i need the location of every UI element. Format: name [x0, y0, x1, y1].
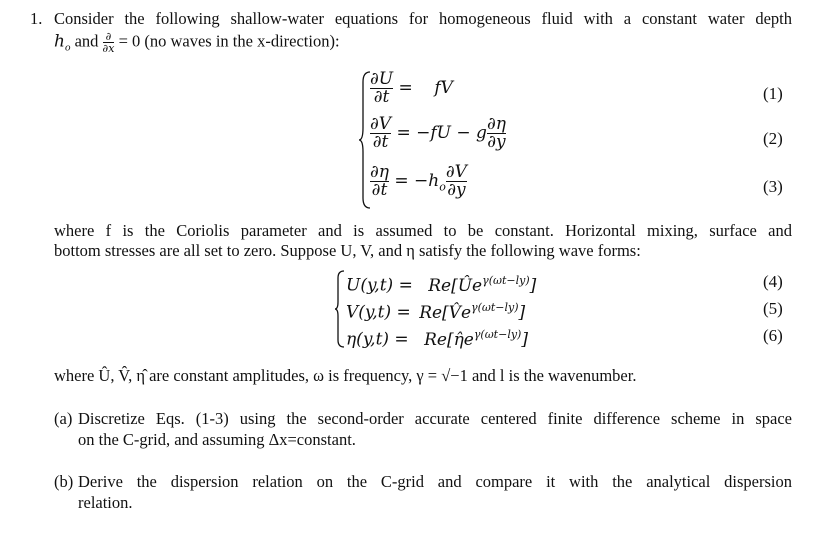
eq3-number: (3)	[763, 177, 783, 196]
eq4-close: ]	[529, 275, 537, 296]
h0-symbol: h	[54, 31, 65, 52]
eq1-lhs-den: ∂t	[370, 88, 393, 106]
eq3-rhs-fraction	[446, 164, 467, 199]
eq2-lhs-fraction	[370, 116, 391, 151]
eq1-lhs-num: ∂U	[370, 69, 394, 89]
eq4-exponent: γ(ωt−ly)	[482, 274, 530, 287]
eq5-number: (5)	[763, 299, 783, 318]
part-a-line1: Discretize Eqs. (1-3) using the second-order accurate centered finite difference scheme in space	[78, 409, 792, 428]
part-a-line2: on the C-grid, and assuming Δx=constant.	[78, 430, 356, 449]
equation-1	[370, 71, 453, 106]
h0-subscript: o	[64, 41, 71, 54]
problem-number: 1.	[30, 9, 43, 28]
eq2-lhs-den: ∂t	[370, 133, 391, 151]
part-b-line2: relation.	[78, 493, 133, 512]
eq6-close: ]	[521, 329, 528, 350]
eq5-lhs: V(y,t) =	[346, 302, 411, 323]
eq2-rhs-num: ∂η	[486, 114, 506, 134]
eq1-rhs: = fV	[398, 78, 453, 98]
eq2-rhs-fraction	[487, 116, 506, 151]
partial-denominator: ∂x	[102, 42, 115, 55]
eq6-number: (6)	[763, 326, 783, 345]
eq3-lhs-den: ∂t	[371, 180, 388, 200]
eq4-number: (4)	[763, 272, 783, 291]
para3: where Û, V̂, η̂ are constant amplitudes, ω is frequency, γ = √−1 and l is the wavenumber.	[54, 366, 637, 385]
eq2-number: (2)	[763, 129, 783, 148]
eq3-rhs-subscript: o	[439, 180, 446, 194]
left-brace-system2	[334, 269, 346, 349]
eq2-rhs-den: ∂y	[487, 132, 506, 152]
eq5-rhs: Re[V̂e	[419, 302, 472, 323]
eq5-close: ]	[518, 302, 526, 323]
eq2-rhs: = −fU − g	[396, 123, 487, 143]
part-b-label: (b)	[54, 472, 74, 491]
and-text: and	[70, 31, 103, 51]
eq2-lhs-num: ∂V	[370, 114, 392, 134]
eq4-rhs: Re[Ûe	[428, 275, 483, 296]
eq3-rhs-den: ∂y	[447, 180, 466, 200]
eq6-exponent: γ(ωt−ly)	[473, 328, 522, 341]
para2-line2: bottom stresses are all set to zero. Suppose U, V, and η satisfy the following wave forms:	[54, 241, 641, 260]
no-waves-text: = 0 (no waves in the x-direction):	[114, 31, 340, 51]
eq1-lhs-fraction	[370, 71, 393, 106]
eq6-rhs: Re[η̂e	[424, 329, 474, 350]
problem-intro-line1: Consider the following shallow-water equations for homogeneous fluid with a constant water depth	[54, 9, 792, 28]
part-b-line1: Derive the dispersion relation on the C-grid and compare it with the analytical dispersion	[78, 472, 792, 491]
eq4-lhs: U(y,t) =	[346, 275, 413, 296]
problem-intro-line2	[54, 31, 340, 58]
equation-2	[370, 116, 506, 151]
equation-5	[346, 297, 525, 324]
para2-line1: where f is the Coriolis parameter and is assumed to be constant. Horizontal mixing, surface and	[54, 221, 792, 240]
part-a-label: (a)	[54, 409, 73, 428]
eq3-rhs: = −h	[394, 171, 440, 191]
eq5-exponent: γ(ωt−ly)	[471, 301, 519, 314]
eq1-number: (1)	[763, 84, 783, 103]
eq3-lhs-num: ∂η	[370, 162, 389, 182]
eq6-lhs: η(y,t) =	[346, 329, 409, 350]
eq3-lhs-fraction	[370, 164, 389, 199]
equation-4	[346, 270, 536, 297]
equation-3	[370, 164, 467, 199]
partial-x-fraction	[103, 31, 115, 54]
eq3-rhs-num: ∂V	[445, 162, 467, 182]
partial-numerator: ∂	[105, 30, 112, 43]
equation-6	[346, 324, 528, 351]
